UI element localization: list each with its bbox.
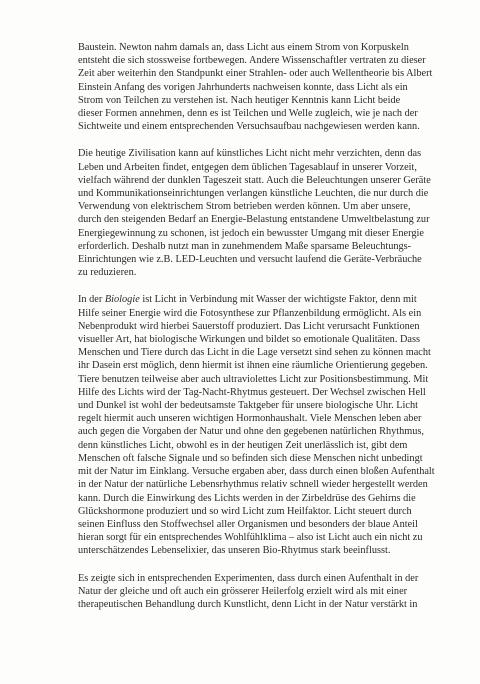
text-line: Baustein. Newton nahm damals an, dass Licht aus einem Strom von Korpuskeln [78, 42, 409, 53]
text-line: dieser Formen annehmen, denn es ist Teilchen und Welle zugleich, wie je nach der [78, 108, 418, 120]
text-line: seinen Einfluss den Stoffwechsel aller Organismen und besonders der blaue Anteil [78, 518, 418, 530]
text-line: entsteht die sich stossweise fortbewegen. Andere Wissenschaftler vertraten zu dieser [78, 55, 426, 67]
paragraph-2 [78, 147, 431, 279]
text-line: Menschen und Tiere durch das Licht in die Lage versetzt sind sehen zu können macht [78, 347, 431, 359]
text-line: kann. Durch die Einwirkung des Lichts werden in der Zirbeldrüse des Gehirns die [78, 492, 416, 504]
text-line: visueller Art, hat biologische Wirkungen und bildet so emotionale Qualitäten. Dass [78, 334, 420, 346]
text-line: mit der Natur im Einklang. Versuche ergaben aber, dass durch einen bloßen Aufenthalt [78, 466, 435, 478]
italic-term: Biologie [104, 294, 140, 306]
text-segment: In der [78, 294, 105, 306]
paragraph-4 [78, 572, 428, 612]
text-line: therapeutischen Behandlung durch Kunstlicht, denn Licht in der Natur verstärkt in [78, 598, 418, 610]
text-line: Leben und Arbeiten findet, entgegen dem üblichen Tagesablauf in unserer Vorzeit, [78, 161, 417, 173]
text-line: Sichtweite und einem entsprechenden Versuchsaufbau nachgewiesen werden kann. [78, 121, 420, 133]
paragraph-3 [78, 293, 435, 557]
text-line: unterschätzendes Lebenselixier, das unseren Bio-Rhytmus stark beeinflusst. [78, 545, 391, 557]
text-line: Strom von Teilchen zu verstehen ist. Nach heutiger Kenntnis kann Licht beide [78, 94, 401, 106]
text-line: regelt hiermit auch unseren wichtigen Hormonhaushalt. Viele Menschen leben aber [78, 413, 422, 425]
text-line: Einrichtungen wie z.B. LED-Leuchten und versucht laufend die Geräte-Verbräuche [78, 254, 422, 266]
text-line [78, 293, 428, 306]
text-line: Zeit aber weiterhin den Standpunkt einer Strahlen- oder auch Wellentheorie bis Albert [78, 68, 433, 80]
text-line: Hilfe des Lichts wird der Tag-Nacht-Rhytmus gesteuert. Der Wechsel zwischen Hell [78, 386, 426, 398]
text-line: durch den steigenden Bedarf an Energie-Belastung entstandene Umweltbelastung zur [78, 214, 430, 226]
text-line: und Dunkel ist wohl der bedeutsamste Taktgeber für unsere biologische Uhr. Licht [78, 400, 418, 412]
text-line: Verwendung von elektrischem Strom betrieben werden können. Um aber unsere, [78, 201, 411, 213]
text-line: Es zeigte sich in entsprechenden Experimenten, dass durch einen Aufenthalt in der [78, 572, 419, 584]
text-line: zu reduzieren. [78, 267, 137, 279]
text-line: hieran sorgt für ein entsprechendes Wohlfühlklima – also ist Licht auch ein nicht zu [78, 532, 423, 544]
text-line: Nebenprodukt wird hierbei Sauerstoff produziert. Das Licht verursacht Funktionen [78, 320, 420, 332]
text-line: denn künstliches Licht, obwohl es in der heutigen Zeit unerlässlich ist, gibt dem [78, 439, 408, 451]
text-line: erforderlich. Deshalb nutzt man in zunehmendem Maße sparsame Beleuchtungs- [78, 240, 412, 252]
text-line: auch gegen die Vorgaben der Natur und ohne den gegebenen natürlichen Rhythmus, [78, 426, 424, 438]
text-segment: ist Licht in Verbindung mit Wasser der wichtigste Faktor, denn mit [139, 294, 417, 306]
text-line: Hilfe seiner Energie wird die Fotosynthese zur Pflanzenbildung ermöglicht. Als ein [78, 307, 422, 319]
text-line: Glückshormone produziert und so wird Licht zum Heilfaktor. Licht steuert durch [78, 505, 412, 517]
text-line: und Kommunikationseinrichtungen verlangen künstliche Leuchten, die nur durch die [78, 188, 429, 200]
text-line: ihr Dasein erst möglich, denn hiermit ist ihnen eine räumliche Orientierung gegeben. [78, 360, 428, 372]
text-line: Die heutige Zivilisation kann auf künstliches Licht nicht mehr verzichten, denn das [78, 148, 422, 160]
text-line: Natur der gleiche und oft auch ein grösserer Heilerfolg erzielt wird als mit einer [78, 585, 408, 597]
text-line: Tiere benutzen teilweise aber auch ultraviolettes Licht zur Positionsbestimmung. Mit [78, 373, 429, 385]
text-line: Menschen oft falsche Signale und so befinden sich diese Menschen nicht unbedingt [78, 452, 423, 464]
text-line: in der Natur der natürliche Lebensrhythmus relativ schnell wieder hergestellt werden [78, 479, 428, 491]
text-line: Einstein Anfang des vorigen Jahrhunderts nachweisen konnte, dass Licht als ein [78, 81, 408, 93]
text-line: vielfach während der dunklen Tageszeit statt. Auch die Beleuchtungen unserer Geräte [78, 174, 431, 186]
paragraph-1 [78, 41, 433, 133]
text-line: Energiegewinnung zu schonen, ist jedoch ein bewusster Umgang mit dieser Energie [78, 227, 424, 239]
